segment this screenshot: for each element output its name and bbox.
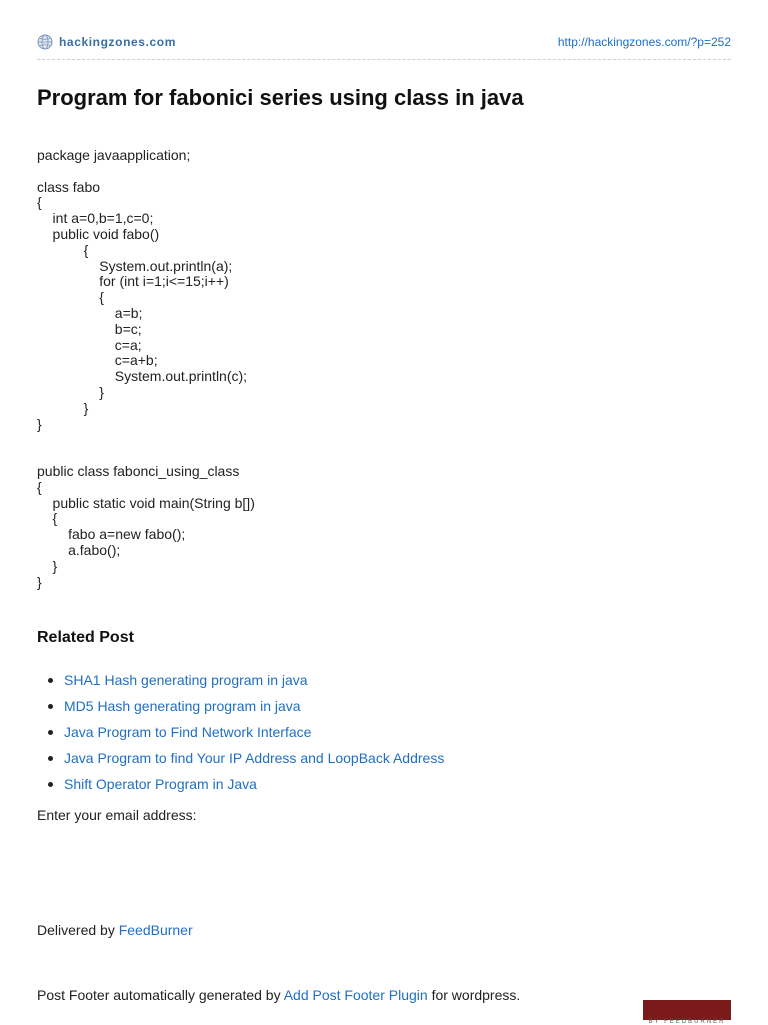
code-line: b=c; [37,320,142,337]
post-footer [37,987,520,1003]
code-line [37,448,255,464]
related-post-list [37,670,444,800]
code-line: a=b; [37,304,143,321]
code-line: class fabo [37,178,101,195]
footer-plugin-link[interactable]: Add Post Footer Plugin [283,987,428,1003]
code-line: } [37,399,89,416]
delivered-by [37,922,193,938]
related-post-link[interactable]: Java Program to Find Network Interface [64,724,312,740]
code-line: a.fabo(); [37,541,121,558]
related-heading: Related Post [37,629,134,646]
code-line: for (int i=1;i<=15;i++) [37,273,229,290]
related-post-item [37,748,444,774]
bullet [48,678,53,683]
delivered-by-text: Delivered by [37,922,119,938]
feedburner-link[interactable]: FeedBurner [118,922,193,938]
post-url-link[interactable]: http://hackingzones.com/?p=252 [557,35,731,49]
code-line: public void fabo() [37,225,160,242]
code-line: System.out.println(a); [37,257,233,274]
footer-suffix: for wordpress. [427,987,521,1003]
code-line: c=a+b; [37,352,158,369]
related-post-item [37,670,444,696]
code-line: System.out.println(c); [37,368,248,385]
code-line: package javaapplication; [37,147,191,163]
code-line: } [37,415,42,432]
bullet [48,730,53,735]
related-post-item [37,774,444,800]
bullet [48,782,53,787]
code-line [37,432,255,448]
code-line: public static void main(String b[]) [37,494,255,511]
related-post-item [37,696,444,722]
globe-icon [37,34,53,50]
code-line: public class fabonci_using_class [37,462,240,479]
code-line: { [37,194,42,211]
feedburner-badge[interactable] [643,1000,731,1020]
page-header [37,34,731,54]
code-block [37,148,255,590]
site-name: hackingzones.com [59,35,176,49]
feedburner-badge-text: BY FEEDBURNER [648,1019,726,1025]
code-line: { [37,478,42,495]
code-line: } [37,557,58,574]
bullet [48,756,53,761]
header-divider [37,59,731,60]
related-post-item [37,722,444,748]
code-line: } [37,383,104,400]
code-line: int a=0,b=1,c=0; [37,210,154,227]
code-line: { [37,510,58,527]
code-line: c=a; [37,336,142,353]
code-line: fabo a=new fabo(); [37,526,186,543]
code-line: { [37,241,89,258]
related-post-link[interactable]: SHA1 Hash generating program in java [64,672,308,688]
email-label: Enter your email address: [37,807,197,823]
related-post-link[interactable]: MD5 Hash generating program in java [64,698,301,714]
site-brand[interactable] [37,34,176,50]
post-title: Program for fabonici series using class in java [37,85,524,110]
code-line [37,164,255,180]
bullet [48,704,53,709]
related-post-link[interactable]: Shift Operator Program in Java [64,776,257,792]
footer-prefix: Post Footer automatically generated by [37,987,284,1003]
code-line: } [37,573,42,590]
related-post-link[interactable]: Java Program to find Your IP Address and LoopBack Address [64,750,445,766]
code-line: { [37,289,104,306]
